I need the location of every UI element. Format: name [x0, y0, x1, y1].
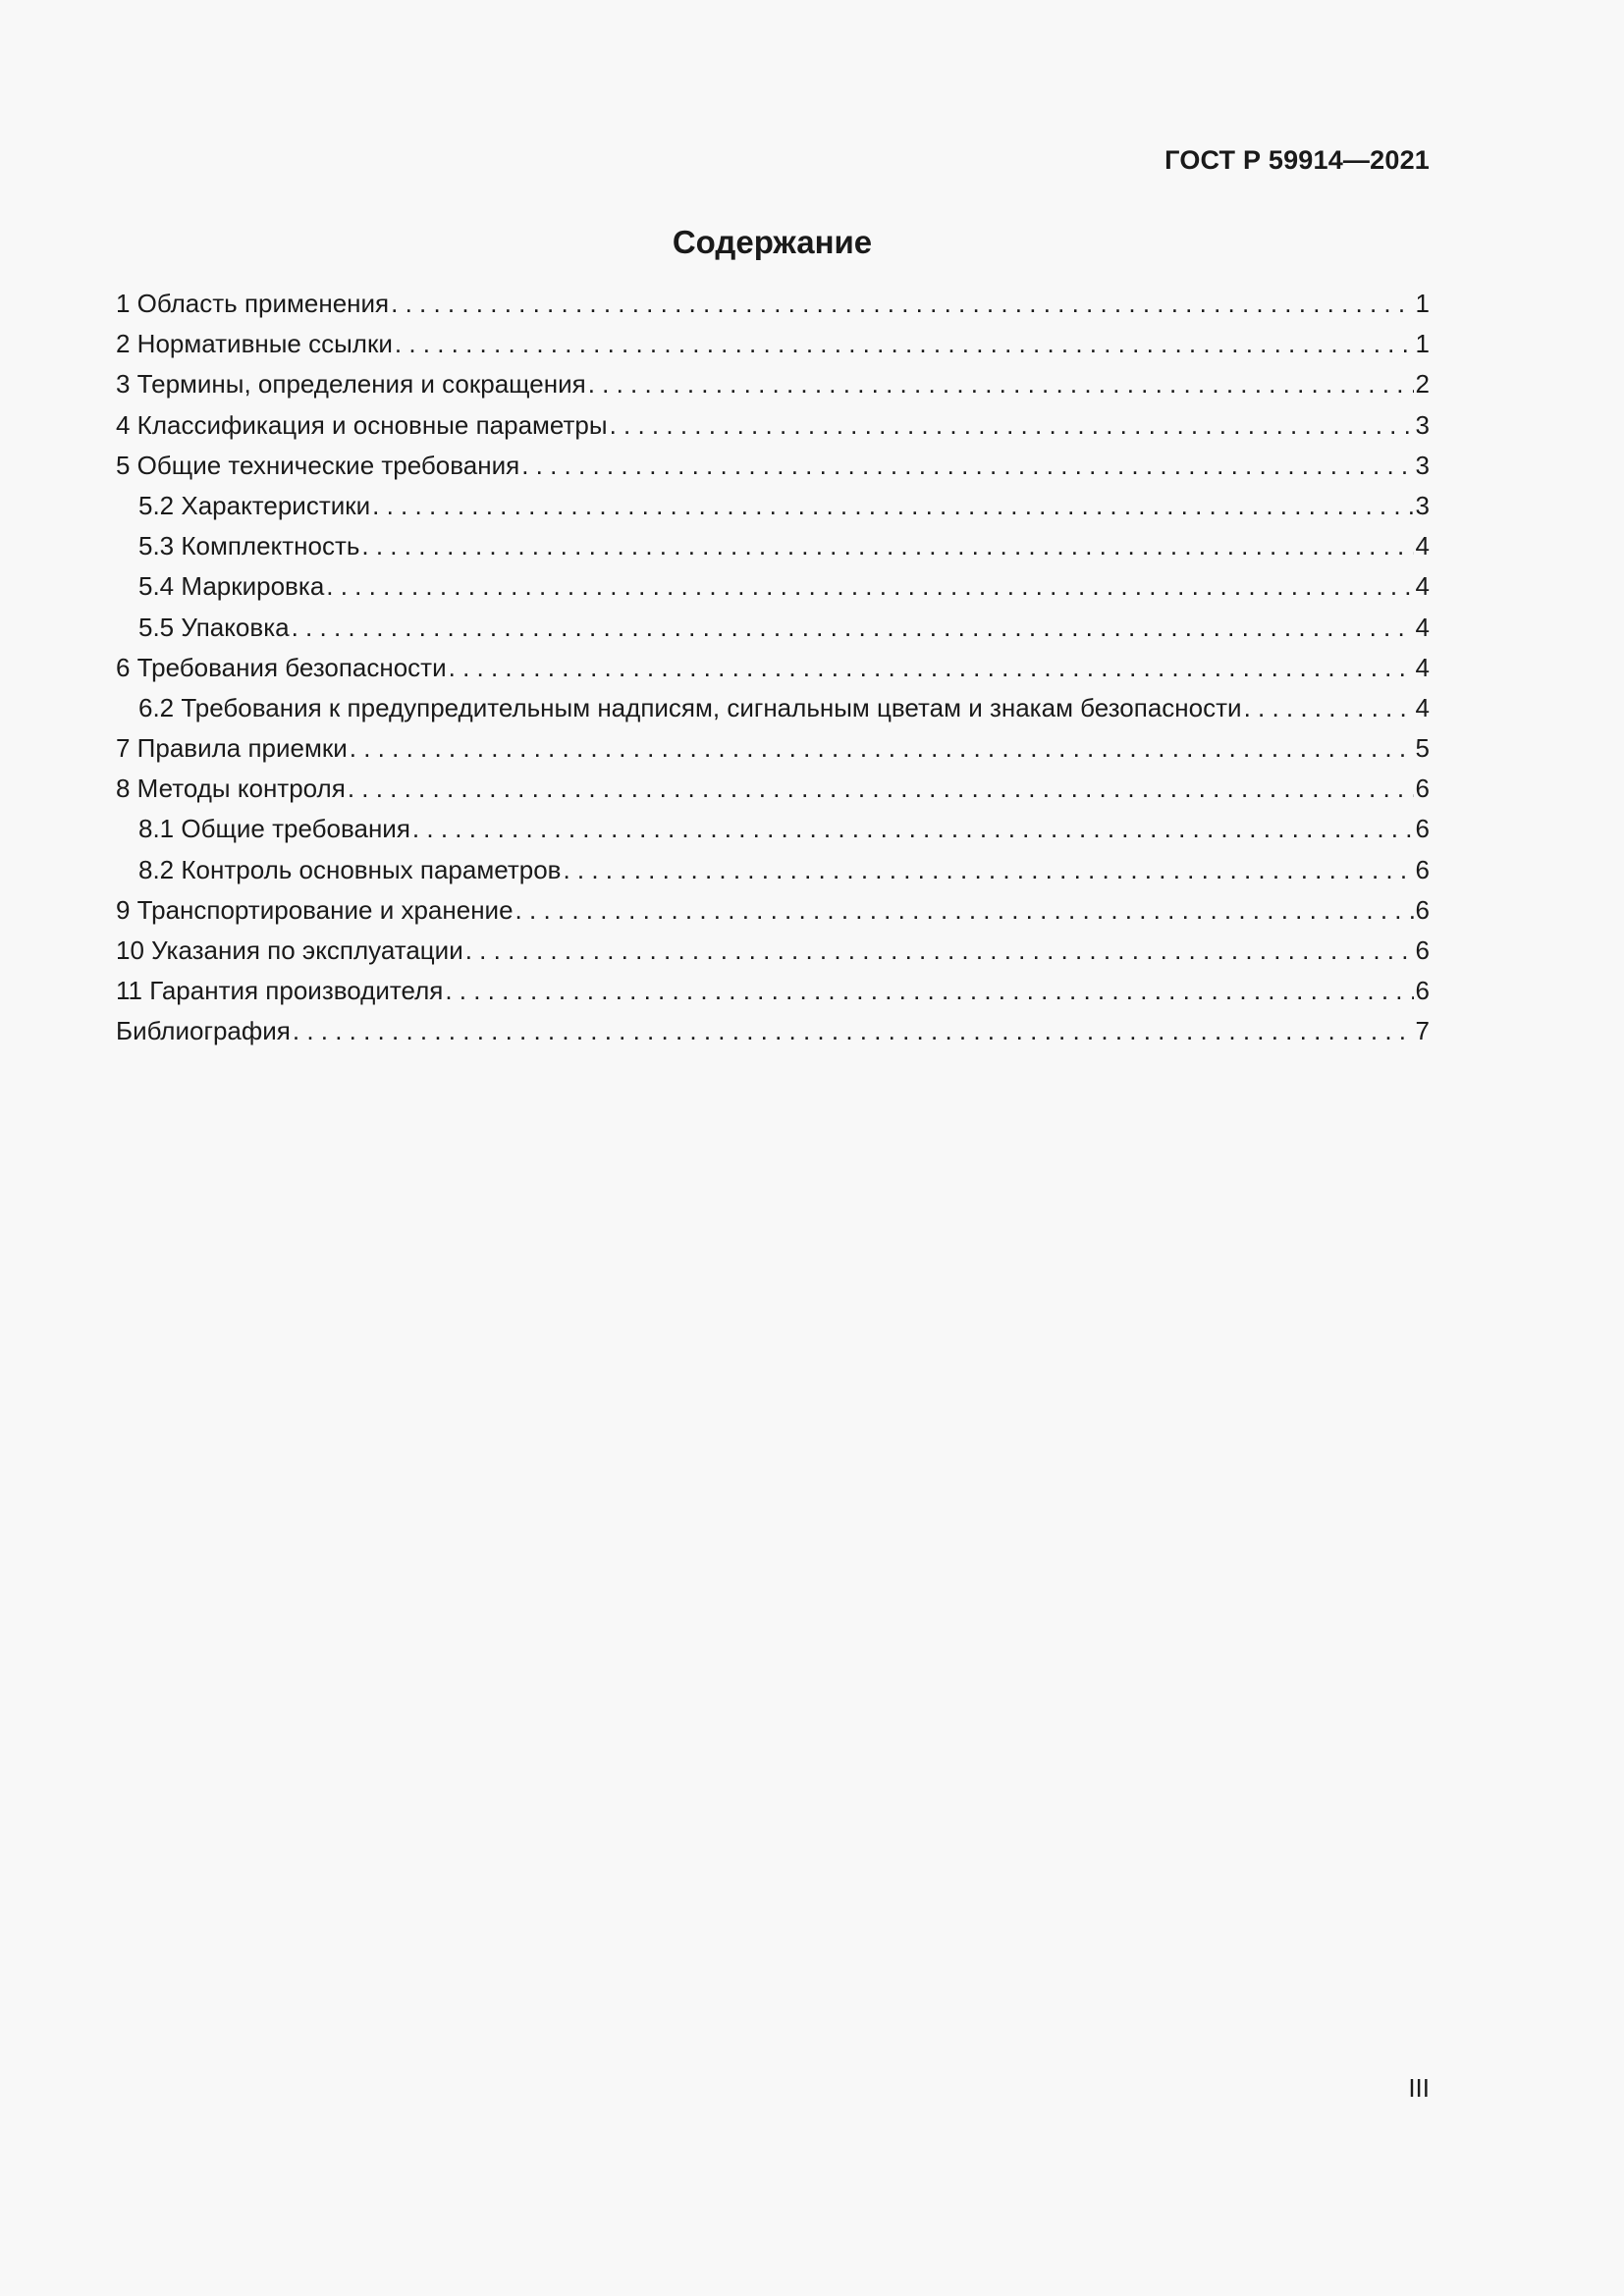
toc-dot-leader [326, 566, 1413, 607]
toc-dot-leader [391, 284, 1413, 324]
toc-entry-page: 4 [1415, 571, 1430, 602]
toc-dot-leader [350, 728, 1414, 769]
toc-entry[interactable] [116, 446, 1430, 486]
toc-dot-leader [293, 1011, 1414, 1051]
toc-entry[interactable] [116, 566, 1430, 607]
toc-entry[interactable] [116, 324, 1430, 364]
toc-entry-page: 3 [1415, 409, 1430, 440]
toc-entry[interactable] [116, 728, 1430, 769]
toc-entry-label: 5.4 Маркировка [138, 571, 325, 602]
toc-dot-leader [465, 931, 1414, 971]
toc-entry[interactable] [116, 890, 1430, 931]
toc-dot-leader [563, 850, 1413, 890]
toc-entry[interactable] [116, 608, 1430, 648]
toc-entry[interactable] [116, 688, 1430, 728]
toc-entry-page: 5 [1415, 733, 1430, 764]
toc-entry-label: 8.2 Контроль основных параметров [138, 854, 562, 884]
toc-entry-page: 6 [1415, 935, 1430, 965]
document-code: ГОСТ Р 59914—2021 [1164, 145, 1430, 175]
toc-entry-label: 6.2 Требования к предупредительным надписям, сигнальным цветам и знакам безопасности [138, 692, 1242, 722]
toc-entry[interactable] [116, 769, 1430, 809]
toc-dot-leader [395, 324, 1414, 364]
page-number: III [1408, 2073, 1430, 2103]
toc-entry-label: 7 Правила приемки [116, 733, 348, 764]
toc-dot-leader [521, 446, 1413, 486]
toc-entry-page: 6 [1415, 976, 1430, 1006]
toc-entry-page: 1 [1415, 329, 1430, 359]
toc-entry-page: 6 [1415, 814, 1430, 844]
toc-entry[interactable] [116, 971, 1430, 1011]
toc-dot-leader [445, 971, 1413, 1011]
toc-dot-leader [372, 486, 1413, 526]
toc-entry-label: 1 Область применения [116, 289, 390, 318]
toc-entry[interactable] [116, 850, 1430, 890]
toc-entry-label: 3 Термины, определения и сокращения [116, 369, 586, 400]
toc-entry-label: 5.5 Упаковка [138, 612, 290, 642]
toc-entry-label: 5.3 Комплектность [138, 531, 360, 561]
toc-entry-page: 6 [1415, 854, 1430, 884]
toc-entry-label: Библиография [116, 1016, 291, 1046]
toc-entry-label: 8 Методы контроля [116, 774, 346, 804]
table-of-contents [116, 284, 1430, 1052]
toc-dot-leader [412, 809, 1414, 849]
toc-dot-leader [588, 364, 1414, 404]
toc-entry-label: 5.2 Характеристики [138, 490, 371, 520]
toc-entry[interactable] [116, 1011, 1430, 1051]
toc-entry-label: 11 Гарантия производителя [116, 976, 444, 1006]
toc-title: Содержание [672, 224, 873, 260]
toc-entry[interactable] [116, 809, 1430, 849]
toc-dot-leader [610, 405, 1414, 446]
toc-dot-leader [449, 648, 1414, 688]
toc-entry[interactable] [116, 405, 1430, 446]
toc-dot-leader [515, 890, 1414, 931]
toc-entry-page: 4 [1415, 692, 1430, 722]
toc-entry[interactable] [116, 364, 1430, 404]
toc-entry-page: 6 [1415, 774, 1430, 804]
toc-dot-leader [361, 526, 1413, 566]
toc-entry[interactable] [116, 526, 1430, 566]
toc-entry-page: 4 [1415, 612, 1430, 642]
toc-entry[interactable] [116, 648, 1430, 688]
toc-entry-label: 8.1 Общие требования [138, 814, 410, 844]
toc-dot-leader [348, 769, 1414, 809]
toc-entry[interactable] [116, 931, 1430, 971]
toc-entry-label: 10 Указания по эксплуатации [116, 935, 463, 965]
toc-dot-leader [292, 608, 1414, 648]
toc-entry-label: 9 Транспортирование и хранение [116, 894, 514, 925]
toc-entry-page: 7 [1415, 1016, 1430, 1046]
toc-entry-page: 1 [1415, 289, 1430, 318]
toc-entry-page: 6 [1415, 894, 1430, 925]
toc-entry-label: 5 Общие технические требования [116, 450, 520, 480]
toc-entry-page: 3 [1415, 490, 1430, 520]
toc-entry[interactable] [116, 284, 1430, 324]
toc-entry-page: 3 [1415, 450, 1430, 480]
toc-entry[interactable] [116, 486, 1430, 526]
toc-entry-page: 4 [1415, 531, 1430, 561]
toc-entry-page: 2 [1415, 369, 1430, 400]
toc-entry-label: 6 Требования безопасности [116, 652, 447, 682]
toc-entry-label: 4 Классификация и основные параметры [116, 409, 608, 440]
toc-entry-label: 2 Нормативные ссылки [116, 329, 393, 359]
toc-entry-page: 4 [1415, 652, 1430, 682]
toc-dot-leader [1244, 688, 1414, 728]
